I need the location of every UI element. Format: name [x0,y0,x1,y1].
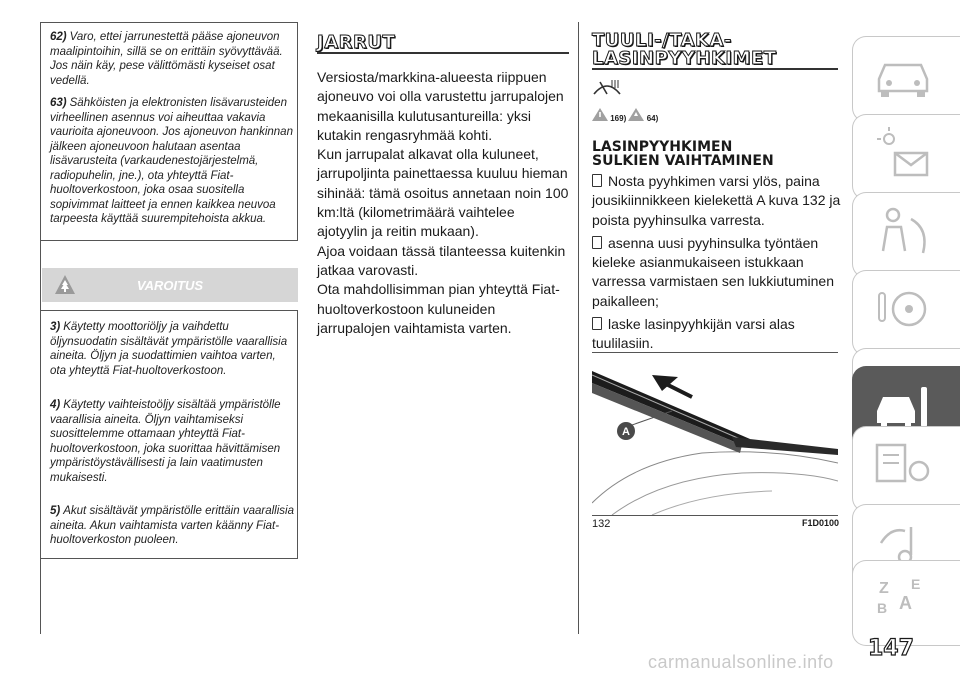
step-text: asenna uusi pyyhinsulka työntäen kieleke asianmukaiseen istukkaan varressa varmistaen sen lukkiutuminen paikalleen; [592,234,834,309]
reference-number: 169) [610,114,627,123]
steps-list [592,172,842,358]
wiper-illustration [592,352,838,516]
note-text: Akut sisältävät ympäristölle erittäin vaarallisia aineita. Akun vaihtamista varten käänny Fiat-huoltoverkoston puoleen. [50,505,294,546]
subheading-line: LASINPYYHKIMEN [592,139,733,155]
left-top-rule [40,22,298,23]
note-number: 4) [50,399,61,411]
paragraph: Versiosta/markkina-alueesta riippuen ajoneuvo voi olla varustettu jarrupalojen mekaanisilla kulutusantureilla: yksi kutakin rengasryhmää kohti. [317,69,564,143]
subheading-line: SULKIEN VAIHTAMINEN [592,153,774,169]
left-notes-bottom-rule [40,240,298,241]
sidebar-tab-specifications[interactable] [852,426,960,512]
svg-text:E: E [911,576,921,592]
paragraph: Ajoa voidaan tässä tilanteessa kuitenkin jatkaa varovasti. [317,242,566,278]
section-heading-brakes: JARRUT [317,32,396,53]
references [592,108,658,123]
heading-line: TUULI-/TAKA- [592,30,732,51]
step-item [592,315,842,354]
section-heading-wipers [592,32,777,68]
note-number: 63) [50,97,67,109]
sidebar-tab-index[interactable] [852,560,960,646]
steering-wheel-icon [871,279,935,343]
figure-code: F1D0100 [802,518,840,528]
warning-title: VAROITUS [136,278,204,293]
wiper-symbol-icon [592,76,622,101]
sidebar-tab-safety[interactable] [852,192,960,278]
step-text: Nosta pyyhkimen varsi ylös, paina jousikiinnikkeen kielekettä A kuva 132 ja poista pyyhinsulka varresta. [592,173,841,228]
svg-text:Z: Z [879,580,889,597]
note-5 [50,504,294,548]
airbag-seatbelt-icon [871,201,935,265]
note-3 [50,320,294,378]
left-column-rule [40,22,41,634]
figure-callout-label: A [622,426,630,438]
warning-rule [40,310,298,311]
environment-triangle-icon [628,114,646,123]
sidebar-tab-vehicle[interactable] [852,36,960,122]
note-text: Käytetty vaihteistoöljy sisältää ympäristölle vaarallisia aineita. Öljyn vaihtamiseksi suosittelemme ottamaan yhteyttä Fiat-huoltoverkostoon, joka suorittaa hävittämisen ympäristöystävällisesti ja lain vaatimusten mukaisesti. [50,399,281,484]
svg-text:B: B [877,600,888,616]
note-number: 62) [50,31,67,43]
paragraph: Kun jarrupalat alkavat olla kuluneet, jarrupoljinta painettaessa kuuluu hieman sihinää: tämä osoitus annetaan noin 100 km:ltä (kilometrimäärä vaihtelee ajotyylin ja reitin mukaan). [317,146,569,240]
note-63 [50,96,294,227]
sidebar-tab-starting-driving[interactable] [852,270,960,356]
warning-banner [42,268,298,302]
note-text: Käytetty moottoriöljy ja vaihdettu öljynsuodatin sisältävät ympäristölle vaarallisia aineita. Öljyn ja suodattimien vaihtoa varten, ota yhteyttä Fiat-huoltoverkostoon. [50,321,288,377]
bullet-icon [592,317,602,330]
bullet-icon [592,236,602,249]
note-62 [50,30,294,88]
lights-envelope-icon [871,123,935,187]
warning-box-right-border [297,310,298,558]
step-item [592,234,842,311]
paragraph: Ota mahdollisimman pian yhteyttä Fiat-huoltoverkostoon kuluneiden jarrupalojen vaihtamista varten. [317,281,560,336]
brakes-body [317,68,569,338]
watermark: carmanualsonline.info [648,652,834,672]
note-4 [50,398,294,485]
car-front-icon [871,45,935,109]
bullet-icon [592,174,602,187]
warning-bottom-rule [40,558,298,559]
page-number: 147 [868,636,914,661]
note-number: 3) [50,321,61,333]
note-number: 5) [50,505,61,517]
note-text: Varo, ettei jarrunestettä pääse ajoneuvon maalipintoihin, sillä se on erittäin syövyttävää. Jos näin käy, pese välittömästi kyseiset osat vedellä. [50,31,283,87]
column-divider [578,22,579,634]
step-text: laske lasinpyyhkijän varsi alas tuulilasiin. [592,316,795,352]
alphabet-index-icon [871,569,935,633]
svg-text:A: A [899,593,912,613]
left-box-right-border [297,22,298,240]
heading-line: LASINPYYHKIMET [592,48,777,69]
heading-underline [592,68,838,70]
note-text: Sähköisten ja elektronisten lisävarusteiden virheellinen asennus voi aiheuttaa vakavia vaurioita ajoneuvoon. Jos ajoneuvon hankinnan jälkeen ajoneuvoon halutaan asentaa lisävarusteita (varkaudenestojärjestelmä, radiopuhelin, jne.), ota yhteyttä Fiat-huoltoverkostoon, joka osaa suositella sopivimmat laitteet ja ennen kaikkea neuvoa tarpeesta käyttää suurempitehoista akkua. [50,97,293,225]
danger-triangle-icon [592,114,610,123]
sidebar-tab-lights[interactable] [852,114,960,200]
subheading [592,140,774,168]
figure-number: 132 [592,518,611,530]
data-gear-icon [871,435,935,499]
heading-underline [317,52,569,54]
step-item [592,172,842,230]
reference-number: 64) [646,114,659,123]
